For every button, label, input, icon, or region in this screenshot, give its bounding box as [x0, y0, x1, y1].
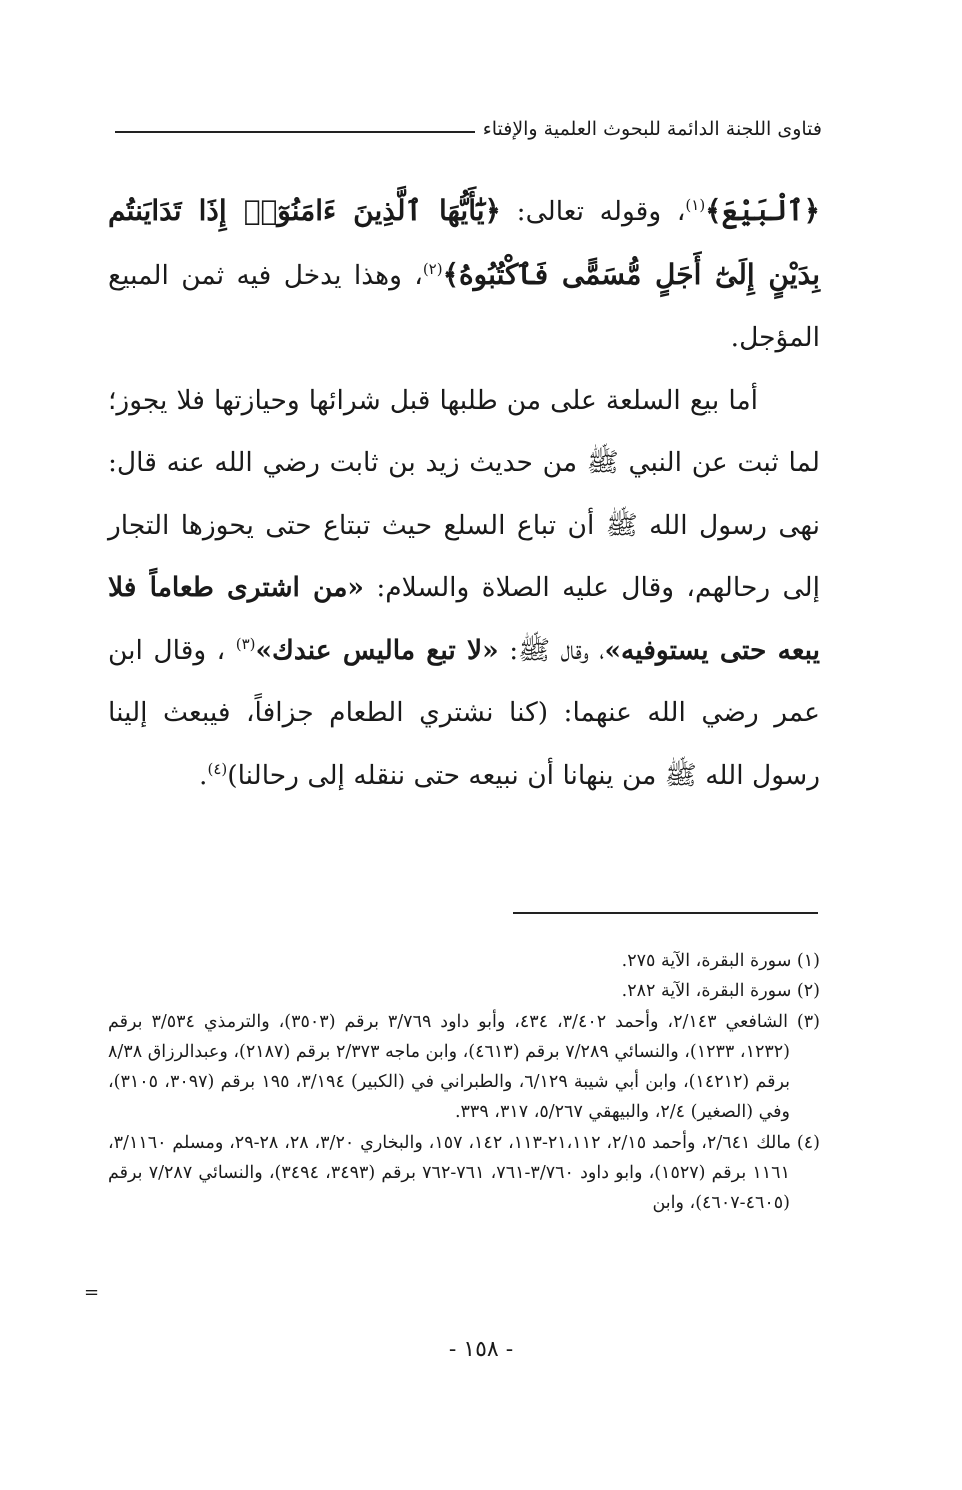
- page-number: - ١٥٨ -: [448, 1337, 514, 1362]
- running-header: [115, 112, 822, 146]
- footnote-divider: [513, 912, 818, 914]
- header-title: فتاوى اللجنة الدائمة للبحوث العلمية والإفتاء: [482, 118, 822, 140]
- footnotes: [108, 946, 820, 1219]
- header-rule: [115, 131, 475, 133]
- continuation-mark: =: [84, 1282, 100, 1303]
- paragraph-1: [108, 180, 820, 370]
- quran-verse: ﴿يَٰٓأَيُّهَا ٱلَّذِينَ ءَامَنُوٓا۟ إِذَا تَدَايَنتُم بِدَيْنٍ إِلَىٰٓ أَجَلٍ مُّسَمًّى فَٱكْتُبُوهُ﴾: [108, 194, 820, 291]
- footnote-ref: (١): [685, 196, 706, 215]
- footnote-ref: (٣): [235, 634, 256, 653]
- footnote: (٢) سورة البقرة، الآية ٢٨٢.: [621, 981, 820, 1002]
- main-text: [108, 180, 820, 807]
- footnote: (١) سورة البقرة، الآية ٢٧٥.: [621, 951, 820, 971]
- footnote-ref: (٤): [207, 759, 228, 778]
- hadith-quote: «لا تبع ماليس عندك»: [255, 634, 499, 666]
- footnote: (٣) الشافعي ٢/١٤٣، وأحمد ٣/٤٠٢، ٤٣٤، وأبو داود ٣/٧٦٩ برقم (٣٥٠٣)، والترمذي ٣/٥٣٤ برقم (١٢٣٢، ١٢٣٣)، والنسائي ٧/٢٨٩ برقم (٤٦١٣)، وابن ماجه ٢/٣٧٣ برقم (٢١٨٧)، وعبدالرزاق ٨/٣٨ برقم (١٤٢١٢)، وابن أبي شيبة ٦/١٢٩، والطبراني في (الكبير) ٣/١٩٤، ١٩٥ برقم (٣٠٩٧، ٣١٠٥)، وفي (الصغير) ٢/٤، والبيهقي ٥/٢٦٧، ٣١٧، ٣٣٩.: [108, 1011, 820, 1123]
- paragraph-text: ، وقال ابن عمر رضي الله عنهما: (كنا نشتري الطعام جزافاً، فيبعث إلينا رسول الله ﷺ من ينهانا أن نبيعه حتى ننقله إلى رحالنا): [108, 634, 820, 791]
- paragraph-text: ، وقال ﷺ:: [498, 634, 605, 666]
- paragraph-text: ، وقوله تعالى:: [500, 196, 686, 227]
- quran-verse: ﴿ٱلْبَيْعَ﴾: [705, 194, 821, 227]
- hadith-quote: «من اشترى طعاماً فلا يبعه حتى يستوفيه»: [108, 572, 821, 666]
- paragraph-text: .: [199, 759, 208, 791]
- paragraph-2: [108, 370, 820, 808]
- paragraph-text: ، وهذا يدخل فيه ثمن المبيع المؤجل.: [108, 259, 820, 353]
- paragraph-text: أما بيع السلعة على من طلبها قبل شرائها وحيازتها فلا يجوز؛ لما ثبت عن النبي ﷺ من حديث زيد بن ثابت رضي الله عنه قال: نهى رسول الله ﷺ أن تباع السلع حيث تبتاع حتى يحوزها التجار إلى رحالهم، وقال عليه الصلاة والسلام:: [108, 384, 820, 603]
- footnote-ref: (٢): [422, 259, 443, 278]
- footnote: (٤) مالك ٢/٦٤١، وأحمد ٢/١٥، ٢١،١١٢-١١٣، ١٤٢، ١٥٧، والبخاري ٣/٢٠، ٢٨، ٢٨-٢٩، ومسلم ٣/١١٦٠، ١١٦١ برقم (١٥٢٧)، وابو داود ٣/٧٦٠-٧٦١، ٧٦١-٧٦٢ برقم (٣٤٩٣، ٣٤٩٤)، والنسائي ٧/٢٨٧ برقم (٤٦٠٥-٤٦٠٧)، وابن: [108, 1132, 820, 1214]
